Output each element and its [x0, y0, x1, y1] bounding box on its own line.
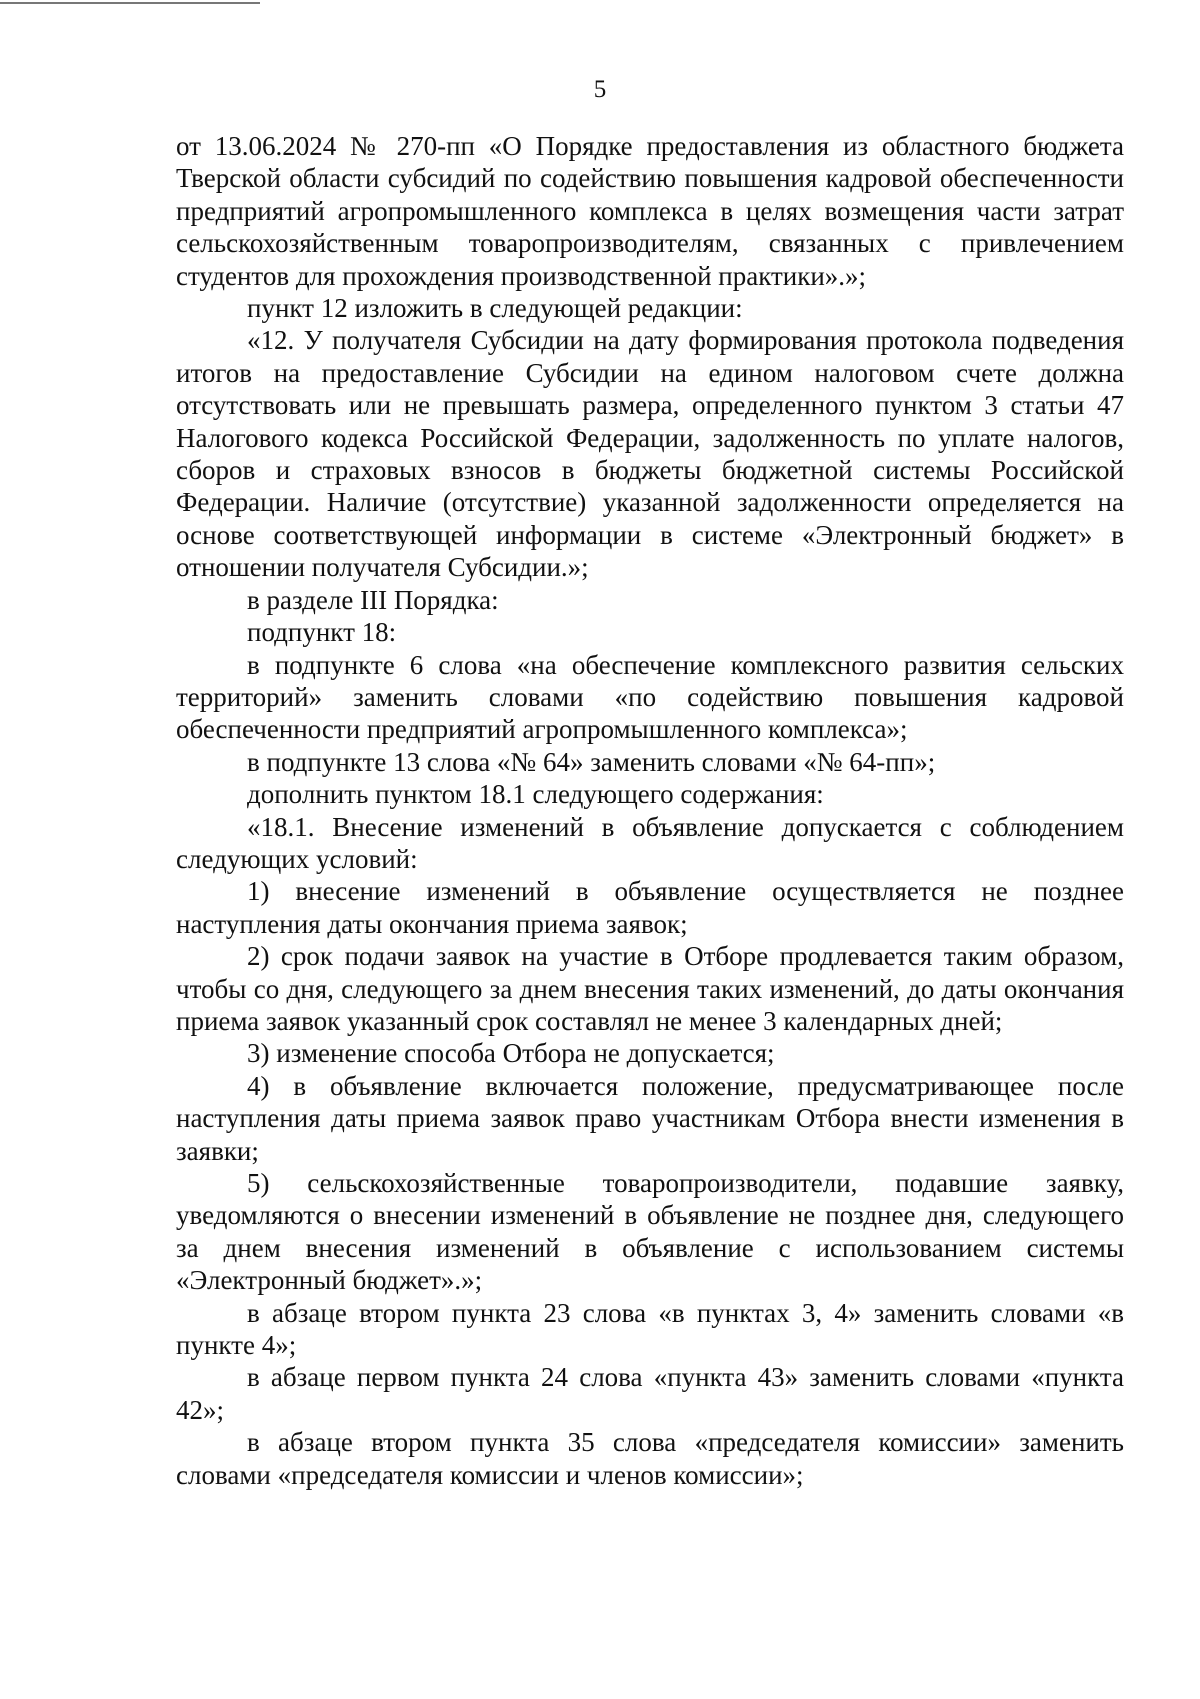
page-number: 5: [593, 76, 607, 103]
paragraph: от 13.06.2024 № 270-пп «О Порядке предоставления из областного бюджета Тверской области субсидий по содействию повышения кадровой обеспеченности предприятий агропромышленного комплекса в целях возмещения части затрат сельскохозяйственным товаропроизводителям, связанных с привлечением студентов для прохождения производственной практики».»;: [176, 131, 1124, 291]
paragraph: подпункт 18:: [247, 617, 397, 648]
paragraph: 5) сельскохозяйственные товаропроизводители, подавшие заявку, уведомляются о внесении изменений в объявление не позднее дня, следующего за днем внесения изменений в объявление с использованием системы «Электронный бюджет».»;: [176, 1168, 1124, 1296]
paragraph: пункт 12 изложить в следующей редакции:: [247, 293, 743, 324]
paragraph: «18.1. Внесение изменений в объявление допускается с соблюдением следующих условий:: [176, 811, 1124, 874]
paragraph: 3) изменение способа Отбора не допускается;: [247, 1038, 775, 1069]
document-body: [176, 130, 1124, 1491]
paragraph: в разделе III Порядка:: [247, 584, 499, 615]
paragraph: в подпункте 6 слова «на обеспечение комплексного развития сельских территорий» заменить словами «по содействию повышения кадровой обеспеченности предприятий агропромышленного комплекса»;: [176, 649, 1124, 745]
paragraph: 1) внесение изменений в объявление осуществляется не позднее наступления даты окончания приема заявок;: [176, 876, 1124, 939]
paragraph: в абзаце втором пункта 23 слова «в пунктах 3, 4» заменить словами «в пункте 4»;: [176, 1297, 1124, 1361]
paragraph: «12. У получателя Субсидии на дату формирования протокола подведения итогов на предоставление Субсидии на едином налоговом счете должна отсутствовать или не превышать размера, определенного пунктом 3 статьи 47 Налогового кодекса Российской Федерации, задолженность по уплате налогов, сборов и страховых взносов в бюджеты бюджетной системы Российской Федерации. Наличие (отсутствие) указанной задолженности определяется на основе соответствующей информации в системе «Электронный бюджет» в отношении получателя Субсидии.»;: [176, 325, 1124, 583]
paragraph: 4) в объявление включается положение, предусматривающее после наступления даты приема заявок право участникам Отбора внести изменения в заявки;: [176, 1070, 1124, 1166]
paragraph: в абзаце первом пункта 24 слова «пункта 43» заменить словами «пункта 42»;: [176, 1362, 1124, 1425]
paragraph: дополнить пунктом 18.1 следующего содержания:: [247, 779, 824, 810]
paragraph: в абзаце втором пункта 35 слова «председателя комиссии» заменить словами «председателя комиссии и членов комиссии»;: [176, 1427, 1124, 1490]
scan-artifact-line: [0, 2, 260, 4]
paragraph: 2) срок подачи заявок на участие в Отборе продлевается таким образом, чтобы со дня, следующего за днем внесения таких изменений, до даты окончания приема заявок указанный срок составлял не менее 3 календарных дней;: [176, 941, 1124, 1036]
paragraph: в подпункте 13 слова «№ 64» заменить словами «№ 64-пп»;: [247, 746, 936, 777]
